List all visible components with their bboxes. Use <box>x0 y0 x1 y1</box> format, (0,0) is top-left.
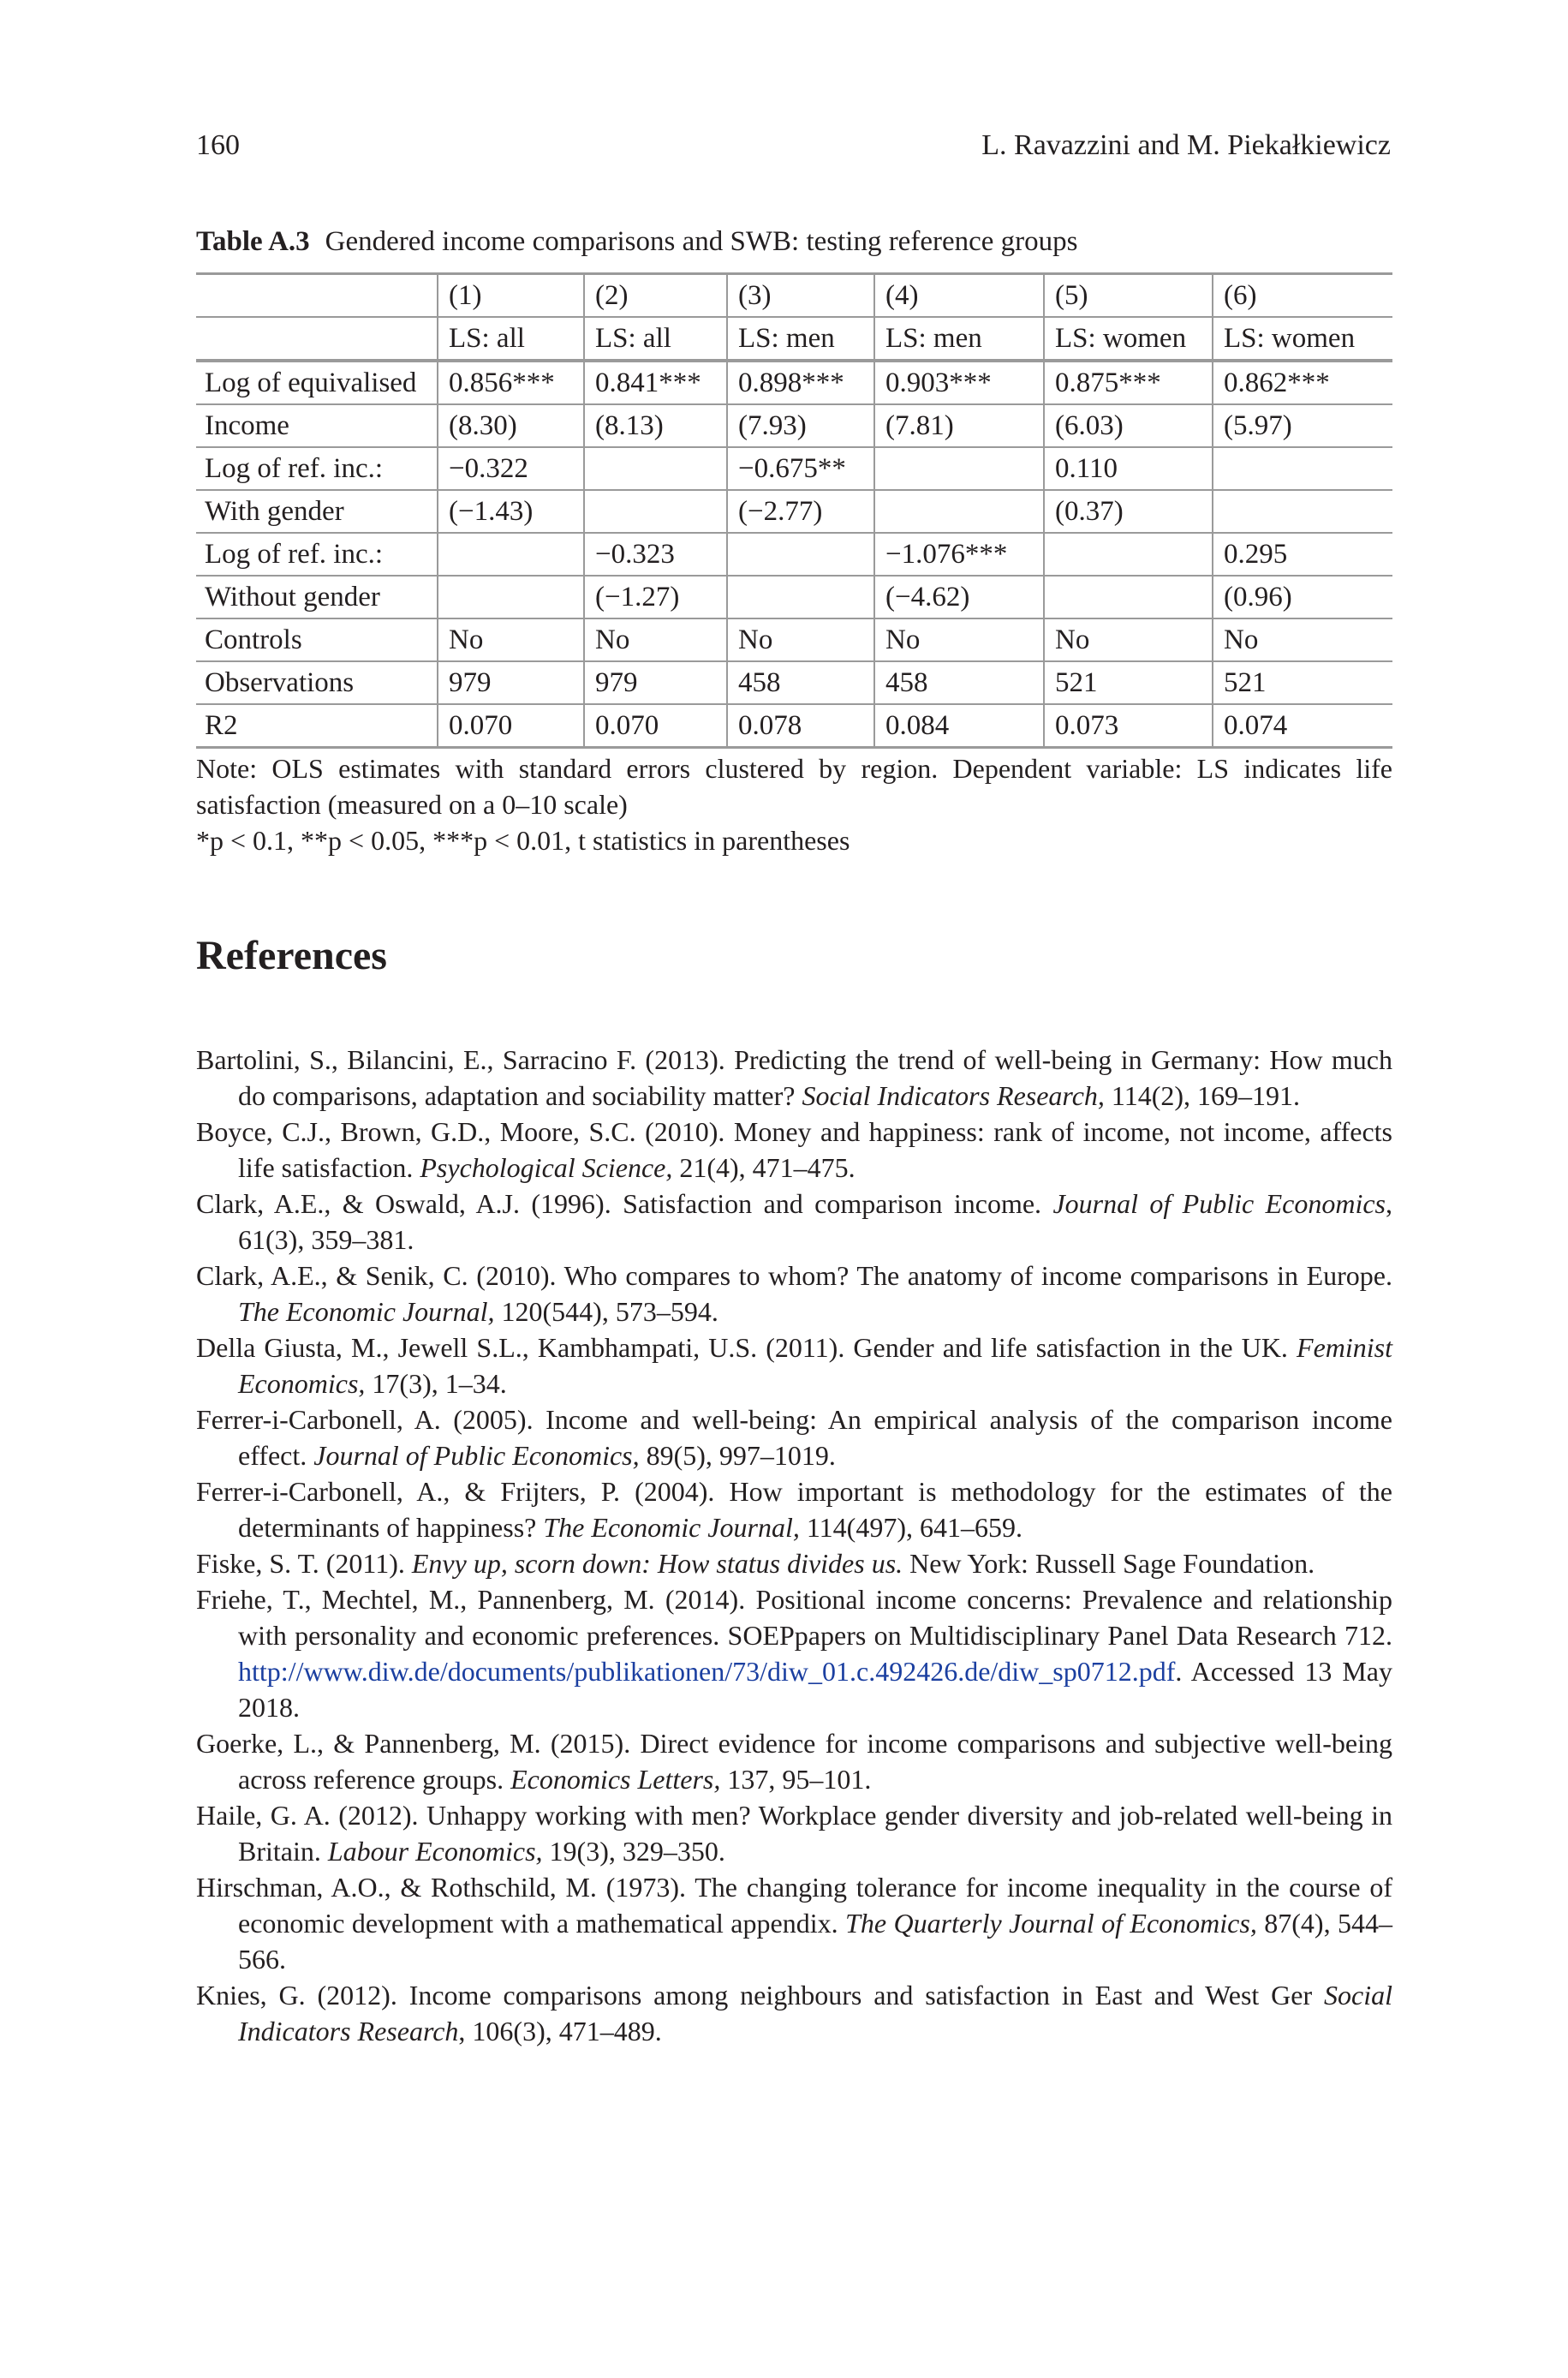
reference-details: 87(4), 544–566. <box>238 1908 1393 1975</box>
reference-text: Della Giusta, M., Jewell S.L., Kambhampati, U.S. (2011). Gender and life satisfaction in the UK. <box>196 1332 1297 1363</box>
reference-text: Goerke, L., & Pannenberg, M. (2015). Direct evidence for income comparisons and subjective well-being across reference groups. <box>196 1728 1392 1795</box>
table-row <box>196 404 1392 447</box>
header-row-labels <box>196 317 1392 361</box>
reference-link[interactable]: http://www.diw.de/documents/publikationen/73/diw_01.c.492426.de/diw_sp0712.pdf <box>238 1656 1176 1687</box>
table-cell: LS: men <box>874 317 1044 361</box>
table-cell: 0.295 <box>1213 533 1392 576</box>
reference-journal: The Quarterly Journal of Economics, <box>845 1908 1257 1939</box>
table-caption-text: Gendered income comparisons and SWB: testing reference groups <box>325 226 1078 257</box>
table-cell: 0.110 <box>1044 447 1213 490</box>
table-cell: (−1.43) <box>438 490 584 533</box>
reference-journal: Labour Economics, <box>327 1836 543 1867</box>
table-cell: (8.13) <box>584 404 727 447</box>
table-cell <box>1044 533 1213 576</box>
table-cell: 0.084 <box>874 704 1044 748</box>
table-cell <box>584 447 727 490</box>
reference-journal: Psychological Science, <box>420 1152 673 1183</box>
reference-details: 137, 95–101. <box>720 1764 872 1795</box>
reference-details: 120(544), 573–594. <box>494 1296 718 1327</box>
reference-item <box>196 1329 1392 1401</box>
reference-text: Ferrer-i-Carbonell, A., & Frijters, P. (2004). How important is methodology for the estimates of the determinants of happiness? <box>196 1476 1392 1543</box>
table-cell: No <box>584 618 727 661</box>
table-cell: −1.076*** <box>874 533 1044 576</box>
table-cell <box>874 447 1044 490</box>
table-cell: (4) <box>874 274 1044 318</box>
reference-details: . Accessed 13 May 2018. <box>238 1656 1392 1723</box>
table-cell: No <box>1213 618 1392 661</box>
table-label: Table A.3 <box>196 226 310 257</box>
table-note-line: Note: OLS estimates with standard errors clustered by region. Dependent variable: LS indicates life satisfaction (measured on a 0–10 scale) <box>196 753 1392 820</box>
reference-list <box>196 1042 1392 2049</box>
table-cell: (0.96) <box>1213 576 1392 618</box>
table-cell: 458 <box>727 661 874 704</box>
page-number: 160 <box>196 129 240 161</box>
table-cell: 0.841*** <box>584 361 727 404</box>
table-cell: 979 <box>584 661 727 704</box>
row-label: Log of ref. inc.: <box>196 447 438 490</box>
reference-item <box>196 1114 1392 1186</box>
reference-journal: The Economic Journal, <box>238 1296 495 1327</box>
table-cell: (−2.77) <box>727 490 874 533</box>
table-cell: (6) <box>1213 274 1392 318</box>
table-cell: (3) <box>727 274 874 318</box>
table-row <box>196 576 1392 618</box>
reference-text: Ferrer-i-Carbonell, A. (2005). Income and well-being: An empirical analysis of the comparison income effect. <box>196 1404 1392 1471</box>
reference-item <box>196 1473 1392 1545</box>
table-cell: −0.675** <box>727 447 874 490</box>
reference-item <box>196 1042 1392 1114</box>
table-cell <box>438 576 584 618</box>
reference-details: 89(5), 997–1019. <box>639 1440 836 1471</box>
table-caption <box>196 224 1077 259</box>
table-cell: 0.875*** <box>1044 361 1213 404</box>
table-cell: No <box>727 618 874 661</box>
table-cell: 521 <box>1213 661 1392 704</box>
reference-text: Haile, G. A. (2012). Unhappy working with men? Workplace gender diversity and job-related well-being in Britain. <box>196 1800 1392 1867</box>
reference-details: 19(3), 329–350. <box>542 1836 725 1867</box>
table-significance-line: *p < 0.1, **p < 0.05, ***p < 0.01, t statistics in parentheses <box>196 825 850 856</box>
table-row <box>196 533 1392 576</box>
reference-item <box>196 1186 1392 1258</box>
reference-item <box>196 1725 1392 1797</box>
reference-item <box>196 1797 1392 1869</box>
table-cell: 979 <box>438 661 584 704</box>
reference-text: Hirschman, A.O., & Rothschild, M. (1973). The changing tolerance for income inequality in the course of economic development with a mathematical appendix. <box>196 1872 1392 1939</box>
table-cell: 458 <box>874 661 1044 704</box>
reference-journal: Social Indicators Research, <box>802 1080 1105 1111</box>
reference-journal: Economics Letters, <box>510 1764 721 1795</box>
table-cell: (1) <box>438 274 584 318</box>
row-label: With gender <box>196 490 438 533</box>
table-note <box>196 750 1392 858</box>
table-cell: (0.37) <box>1044 490 1213 533</box>
reference-details: 114(497), 641–659. <box>799 1512 1022 1543</box>
row-label: Without gender <box>196 576 438 618</box>
table-cell: 521 <box>1044 661 1213 704</box>
reference-journal: Feminist Economics, <box>238 1332 1392 1399</box>
reference-journal: Journal of Public Economics, <box>313 1440 640 1471</box>
row-label <box>196 274 438 318</box>
reference-details: 114(2), 169–191. <box>1104 1080 1301 1111</box>
row-label: Observations <box>196 661 438 704</box>
results-table <box>196 272 1392 749</box>
table-cell: LS: men <box>727 317 874 361</box>
table-cell: −0.323 <box>584 533 727 576</box>
table-cell: LS: all <box>584 317 727 361</box>
table-cell: (8.30) <box>438 404 584 447</box>
reference-item <box>196 1258 1392 1329</box>
reference-details: , 106(3), 471–489. <box>458 2016 662 2046</box>
table-row <box>196 618 1392 661</box>
table-row <box>196 661 1392 704</box>
table-cell: 0.074 <box>1213 704 1392 748</box>
table-cell: LS: women <box>1044 317 1213 361</box>
table-cell: (2) <box>584 274 727 318</box>
table-cell: (7.81) <box>874 404 1044 447</box>
table-row <box>196 361 1392 404</box>
table-cell: 0.898*** <box>727 361 874 404</box>
table-cell: 0.070 <box>584 704 727 748</box>
table-cell: (7.93) <box>727 404 874 447</box>
row-label: Income <box>196 404 438 447</box>
running-authors: L. Ravazzini and M. Piekałkiewicz <box>981 129 1391 161</box>
reference-journal: Journal of Public Economics <box>1052 1188 1386 1219</box>
reference-item <box>196 1581 1392 1725</box>
table-cell: 0.862*** <box>1213 361 1392 404</box>
reference-text: Bartolini, S., Bilancini, E., Sarracino F. (2013). Predicting the trend of well-being in Germany: How much do comparisons, adaptation and sociability matter? <box>196 1044 1392 1111</box>
reference-details: , 61(3), 359–381. <box>238 1188 1393 1255</box>
table-cell <box>727 576 874 618</box>
table-cell: 0.070 <box>438 704 584 748</box>
reference-journal: The Economic Journal, <box>543 1512 800 1543</box>
table-cell: −0.322 <box>438 447 584 490</box>
table-row <box>196 704 1392 748</box>
table-cell: 0.856*** <box>438 361 584 404</box>
reference-details: New York: Russell Sage Foundation. <box>903 1548 1315 1579</box>
table-cell <box>874 490 1044 533</box>
table-cell: (5.97) <box>1213 404 1392 447</box>
table-cell <box>1213 490 1392 533</box>
reference-text: Clark, A.E., & Senik, C. (2010). Who compares to whom? The anatomy of income comparisons in Europe. <box>196 1260 1392 1291</box>
table-cell: 0.073 <box>1044 704 1213 748</box>
reference-item <box>196 1545 1392 1581</box>
table-cell: LS: women <box>1213 317 1392 361</box>
table-cell: No <box>438 618 584 661</box>
table-cell: 0.903*** <box>874 361 1044 404</box>
table-cell: No <box>1044 618 1213 661</box>
reference-details: 17(3), 1–34. <box>365 1368 507 1399</box>
reference-item <box>196 1977 1392 2049</box>
table-cell: (6.03) <box>1044 404 1213 447</box>
table-cell: (−1.27) <box>584 576 727 618</box>
reference-text: Knies, G. (2012). Income comparisons among neighbours and satisfaction in East and West Ger <box>196 1980 1325 2011</box>
table-cell: 0.078 <box>727 704 874 748</box>
reference-journal: Social Indicators Research <box>238 1980 1392 2046</box>
reference-item <box>196 1869 1392 1977</box>
row-label: Log of equivalised <box>196 361 438 404</box>
table-cell <box>727 533 874 576</box>
reference-details: 21(4), 471–475. <box>672 1152 856 1183</box>
reference-text: Friehe, T., Mechtel, M., Pannenberg, M. (2014). Positional income concerns: Prevalence and relationship with personality and economic preferences. SOEPpapers on Multidisciplinary Panel Data Research 712. <box>196 1584 1392 1651</box>
table-row <box>196 447 1392 490</box>
table-cell <box>584 490 727 533</box>
table-cell <box>1213 447 1392 490</box>
table-cell: (5) <box>1044 274 1213 318</box>
table-cell: LS: all <box>438 317 584 361</box>
reference-journal: Envy up, scorn down: How status divides us. <box>411 1548 903 1579</box>
references-heading: References <box>196 933 387 978</box>
row-label <box>196 317 438 361</box>
header-row-numbers <box>196 274 1392 318</box>
reference-text: Boyce, C.J., Brown, G.D., Moore, S.C. (2010). Money and happiness: rank of income, not income, affects life satisfaction. <box>196 1116 1392 1183</box>
row-label: Controls <box>196 618 438 661</box>
table-cell <box>438 533 584 576</box>
table-cell: (−4.62) <box>874 576 1044 618</box>
row-label: R2 <box>196 704 438 748</box>
row-label: Log of ref. inc.: <box>196 533 438 576</box>
table-cell: No <box>874 618 1044 661</box>
table-row <box>196 490 1392 533</box>
reference-item <box>196 1401 1392 1473</box>
reference-text: Clark, A.E., & Oswald, A.J. (1996). Satisfaction and comparison income. <box>196 1188 1053 1219</box>
reference-text: Fiske, S. T. (2011). <box>196 1548 412 1579</box>
table-cell <box>1044 576 1213 618</box>
